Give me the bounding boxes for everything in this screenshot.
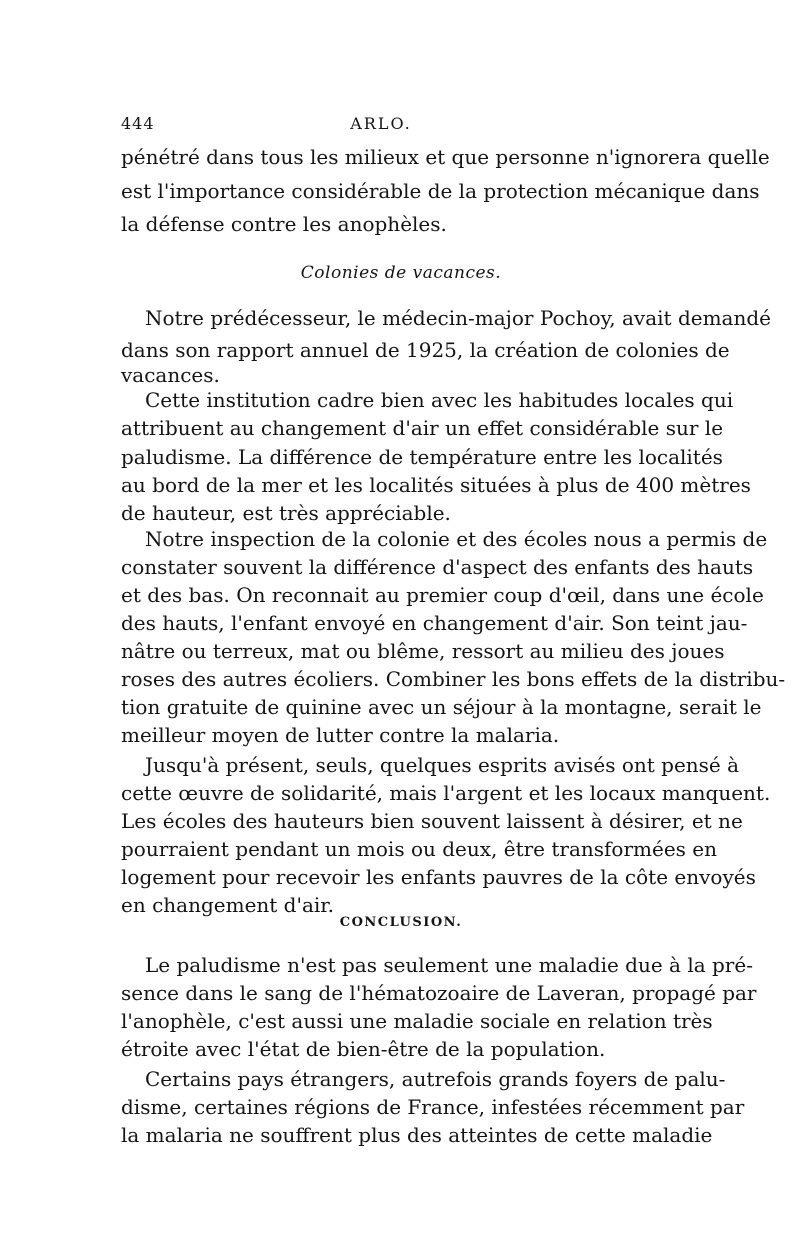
text-line: au bord de la mer et les localités situées à plus de 400 mètres: [121, 473, 751, 497]
text-line: Les écoles des hauteurs bien souvent laissent à désirer, et ne: [121, 809, 743, 833]
text-line: tion gratuite de quinine avec un séjour à la montagne, serait le: [121, 695, 762, 719]
text-line: Le paludisme n'est pas seulement une maladie due à la pré-: [145, 953, 753, 977]
text-line: en changement d'air.: [121, 893, 335, 917]
text-line: sence dans le sang de l'hématozoaire de Laveran, propagé par: [121, 981, 757, 1005]
text-line: et des bas. On reconnait au premier coup d'œil, dans une école: [121, 583, 764, 607]
text-line: paludisme. La différence de température entre les localités: [121, 445, 723, 469]
text-line: l'anophèle, c'est aussi une maladie sociale en relation très: [121, 1009, 713, 1033]
text-line: meilleur moyen de lutter contre la malaria.: [121, 723, 560, 747]
text-line: de hauteur, est très appréciable.: [121, 501, 451, 525]
text-line: est l'importance considérable de la protection mécanique dans: [121, 179, 760, 203]
page-number: 444: [121, 114, 155, 133]
text-line: étroite avec l'état de bien-être de la population.: [121, 1037, 606, 1061]
text-line: logement pour recevoir les enfants pauvres de la côte envoyés: [121, 865, 756, 889]
text-line: pénétré dans tous les milieux et que personne n'ignorera quelle: [121, 145, 770, 169]
text-line: la défense contre les anophèles.: [121, 212, 447, 236]
text-line: cette œuvre de solidarité, mais l'argent et les locaux manquent.: [121, 781, 771, 805]
text-line: dans son rapport annuel de 1925, la création de colonies de: [121, 338, 730, 362]
text-line: la malaria ne souffrent plus des atteintes de cette maladie: [121, 1123, 713, 1147]
text-line: constater souvent la différence d'aspect des enfants des hauts: [121, 555, 754, 579]
text-line: Notre prédécesseur, le médecin-major Pochoy, avait demandé: [145, 306, 771, 330]
text-line: pourraient pendant un mois ou deux, être transformées en: [121, 837, 718, 861]
running-title: ARLO.: [350, 114, 412, 133]
text-line: attribuent au changement d'air un effet considérable sur le: [121, 416, 724, 440]
text-line: roses des autres écoliers. Combiner les bons effets de la distribu-: [121, 667, 786, 691]
text-line: Notre inspection de la colonie et des écoles nous a permis de: [145, 527, 768, 551]
text-line: nâtre ou terreux, mat ou blême, ressort au milieu des joues: [121, 639, 725, 663]
section-heading: CONCLUSION.: [339, 915, 463, 930]
text-line: Certains pays étrangers, autrefois grands foyers de palu-: [145, 1067, 726, 1091]
text-line: des hauts, l'enfant envoyé en changement d'air. Son teint jau-: [121, 611, 748, 635]
text-line: vacances.: [121, 363, 220, 387]
text-line: disme, certaines régions de France, infestées récemment par: [121, 1095, 745, 1119]
text-line: Cette institution cadre bien avec les habitudes locales qui: [145, 388, 734, 412]
text-line: Jusqu'à présent, seuls, quelques esprits avisés ont pensé à: [145, 753, 740, 777]
section-title: Colonies de vacances.: [300, 263, 502, 283]
